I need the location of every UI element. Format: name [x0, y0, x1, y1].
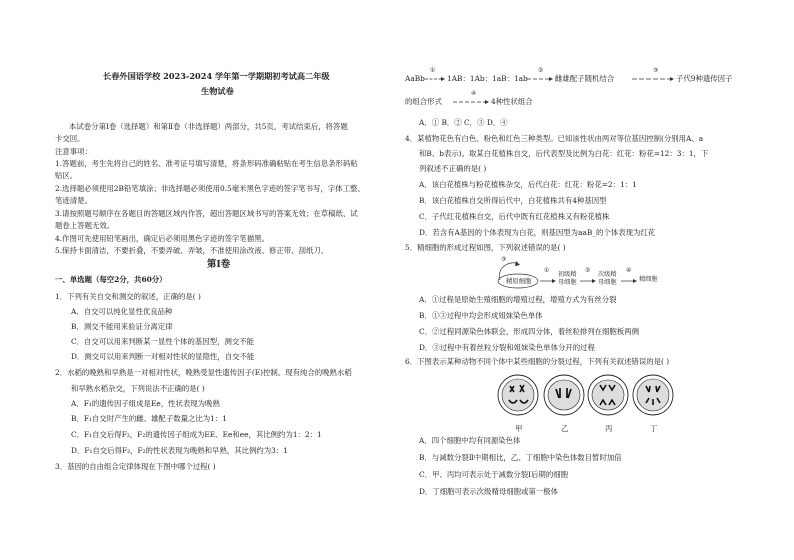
option-text: B．①③过程中均会形成姐妹染色单体	[419, 311, 543, 320]
question-stem: 4．某植物花色有白色、粉色和红色三种类型。已知该性状由两对等位基因控制(分别用A、a	[405, 134, 704, 143]
intro-line: 卡交回。	[55, 134, 85, 143]
phenotype-label: 4种性状组合	[491, 97, 533, 106]
option-text: A．自交可以纯化显性优良品种	[71, 307, 173, 316]
cell-label: 甲	[515, 424, 523, 433]
cell-label: 母细胞	[598, 279, 617, 286]
step-number: ①	[544, 268, 550, 274]
gamete-ratio: 1AB：1Ab：1aB：1ab	[447, 74, 528, 83]
offspring-label: 子代9种遗传因子	[676, 74, 733, 83]
step-number: ③	[653, 67, 659, 74]
mating-label: 雌雄配子随机结合	[555, 74, 615, 83]
genotype-label: AaBb	[405, 74, 425, 83]
cell-label: 初级精	[558, 271, 577, 278]
note-line: 2.选择题必须使用2B铅笔填涂；非选择题必须使用0.5毫米黑色字迹的签字笔书写，字体工整、	[55, 184, 365, 193]
cell-label: 丙	[605, 424, 613, 433]
intro-line: 本试卷分第Ⅰ卷（选择题）和第Ⅱ卷（非选择题）两部分，共5页。考试结束后，将答题	[69, 122, 348, 131]
note-line: 1.答题前，考生先将自己的姓名、准考证号填写清楚，将条形码准确粘贴在考生信息条形码粘	[55, 159, 358, 168]
volume-heading: 第Ⅰ卷	[207, 259, 231, 270]
note-line: 贴区。	[55, 171, 78, 180]
arrow-icon	[425, 75, 445, 83]
arrow-icon	[632, 75, 674, 83]
question-stem: 2．水稻的晚熟和早熟是一对相对性状，晚熟受显性遗传因子(E)控制。现有纯合的晚熟水稻	[55, 368, 352, 377]
option-text: A．①过程是原始生殖细胞的增殖过程，增殖方式为有丝分裂	[419, 295, 617, 304]
note-line: 3.请按照题号顺序在各题目的答题区域内作答，超出答题区域书写的答案无效；在草稿纸、试	[55, 209, 358, 218]
option-text: D．测交可以用来判断一对相对性状的显隐性，自交不能	[71, 352, 255, 361]
option-text: C．甲、丙均可表示处于减数分裂Ⅰ后期的细胞	[419, 470, 568, 479]
cell-label: 丁	[650, 424, 658, 433]
note-line: 题卷上答题无效。	[55, 221, 115, 230]
arrow-icon	[527, 75, 553, 83]
combo-label: 的组合形式	[405, 97, 442, 106]
exam-subtitle: 生物试卷	[201, 86, 234, 96]
step-number: ④	[626, 268, 632, 274]
step-number: ②	[585, 268, 591, 274]
option-text: C．②过程同源染色体联会，形成四分体，着丝粒排列在细胞板两侧	[419, 327, 639, 336]
question-stem: 6．下图表示某种动物不同个体中某些细胞的分裂过程，下列有关叙述错误的是( )	[405, 357, 670, 366]
question-stem: 列叙述不正确的是( )	[419, 164, 487, 173]
option-text: A．四个细胞中均有同源染色体	[419, 436, 521, 445]
option-text: B．该白花植株自交所得后代中，白花植株共有4种基因型	[419, 196, 607, 205]
option-text: C．子代红花植株自交，后代中既有红花植株又有粉花植株	[419, 212, 610, 221]
exam-title: 长春外国语学校 2023-2024 学年第一学期期初考试高二年级	[103, 71, 330, 81]
question-stem: 和B、b表示)。取某白花植株自交，后代表型及比例为白花：红花：粉花=12：3：1，下	[419, 149, 709, 158]
option-text: D．③过程中有着丝粒分裂和姐妹染色单体分开的过程	[419, 343, 595, 352]
section-heading: 一、单选题（每空2分，共60分）	[55, 275, 167, 284]
question-stem: 和早熟水稻杂交，下列说法不正确的是( )	[71, 384, 205, 393]
step-number: ①	[430, 67, 436, 74]
notes-title: 注意事项：	[55, 147, 92, 156]
note-line: 4.作图可先使用铅笔画出，确定后必须用黑色字迹的签字笔描黑。	[55, 234, 269, 243]
step-number: ③	[501, 256, 507, 263]
option-text: B．与减数分裂Ⅱ中期相比，乙、丁细胞中染色体数目暂时加倍	[419, 453, 622, 462]
option-text: D．F₁自交后得F₂，F₂的性状表现为晚熟和早熟，其比例约为3：1	[71, 446, 288, 455]
step-number: ④	[471, 90, 477, 97]
option-text: D．丁细胞可表示次级精母细胞或第一极体	[419, 487, 558, 496]
option-text: A．该白花植株与粉花植株杂交，后代白花：红花：粉花=2：1：1	[419, 180, 637, 189]
cell-label: 精原细胞	[506, 277, 532, 285]
option-text: A．F₁的遗传因子组成是Ee，性状表现为晚熟	[71, 399, 220, 408]
q3-options: A．① B．② C．③ D．④	[419, 118, 508, 127]
question-stem: 3．基因的自由组合定律体现在下图中哪个过程( )	[55, 462, 216, 471]
cell-label: 次级精	[598, 271, 617, 278]
cell-label: 母细胞	[558, 279, 577, 286]
cell-label: 乙	[561, 424, 569, 433]
question-stem: 5．精细胞的形成过程如图，下列叙述错误的是( )	[405, 243, 566, 252]
dividing-cells-image	[490, 372, 680, 422]
note-line: 5.保持卡面清洁，不要折叠，不要弄破、弄皱，不准使用涂改液、修正带、刮纸刀。	[55, 246, 329, 255]
option-text: C．F₁自交后得F₂，F₂的遗传因子组成为EE、Ee和ee，其比例约为1：2：1	[71, 430, 322, 439]
option-text: C．自交可以用来判断某一显性个体的基因型，测交不能	[71, 337, 255, 346]
arrow-icon	[453, 98, 489, 106]
cell-label: 精细胞	[639, 276, 658, 283]
option-text: D．若含有A基因的个体表现为白花，则基因型为aaB_的个体表现为红花	[419, 228, 656, 237]
option-text: B．测交不能用来验证分离定律	[71, 322, 173, 331]
note-line: 笔迹清楚。	[55, 196, 92, 205]
question-stem: 1．下列有关自交和测交的叙述，正确的是( )	[55, 292, 201, 301]
step-number: ②	[538, 67, 544, 74]
option-text: B．F₁自交时产生的雌、雄配子数量之比为1：1	[71, 414, 227, 423]
